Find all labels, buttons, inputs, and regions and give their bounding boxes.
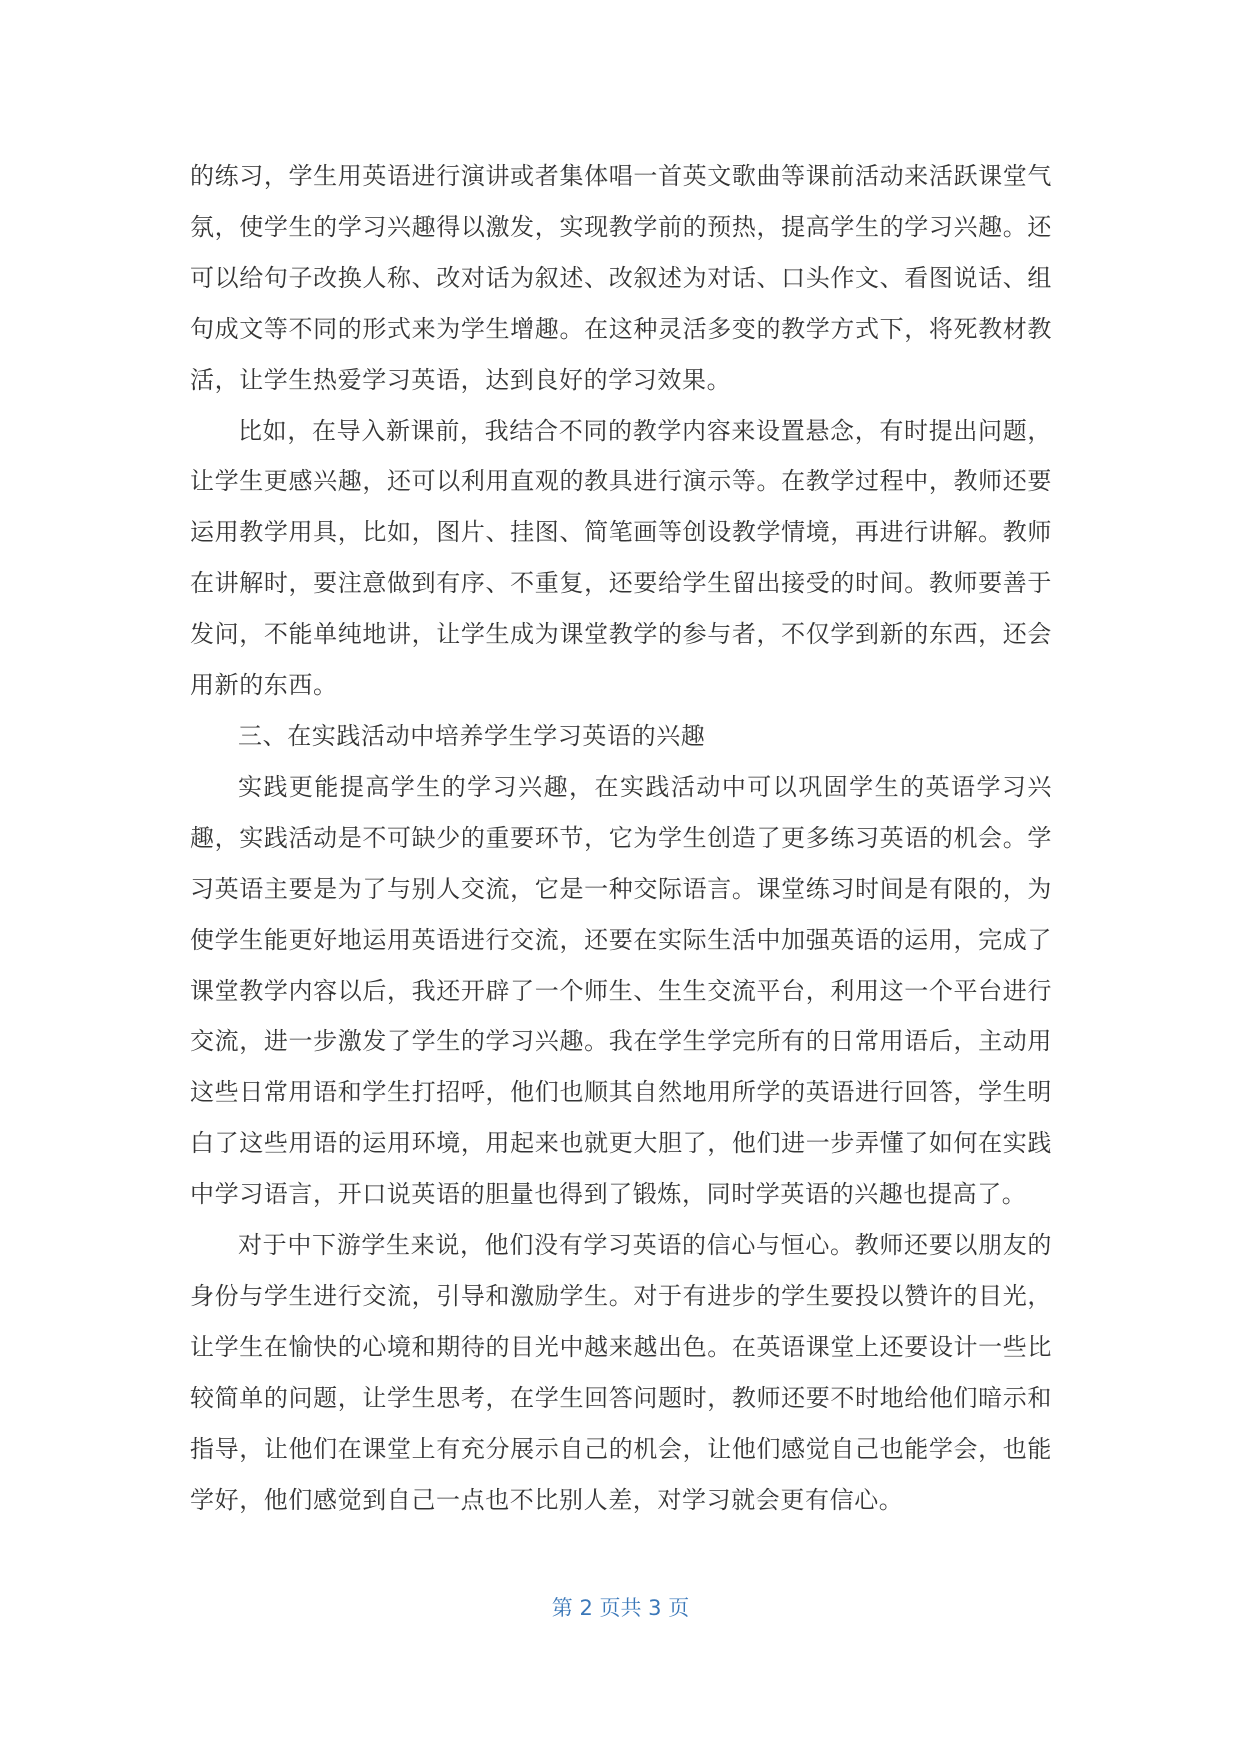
paragraph-1: 的练习，学生用英语进行演讲或者集体唱一首英文歌曲等课前活动来活跃课堂气氛，使学生的学习兴趣得以激发，实现教学前的预热，提高学生的学习兴趣。还可以给句子改换人称、改对话为叙述、改叙述为对话、口头作文、看图说话、组句成文等不同的形式来为学生增趣。在这种灵活多变的教学方式下，将死教材教活，让学生热爱学习英语，达到良好的学习效果。 <box>190 162 1052 394</box>
paragraph-4: 对于中下游学生来说，他们没有学习英语的信心与恒心。教师还要以朋友的身份与学生进行交流，引导和激励学生。对于有进步的学生要投以赞许的目光，让学生在愉快的心境和期待的目光中越来越出色。在英语课堂上还要设计一些比较简单的问题，让学生思考，在学生回答问题时，教师还要不时地给他们暗示和指导，让他们在课堂上有充分展示自己的机会，让他们感觉自己也能学会，也能学好，他们感觉到自己一点也不比别人差，对学习就会更有信心。 <box>190 1231 1052 1514</box>
page-number-footer: 第 2 页共 3 页 <box>551 1596 690 1620</box>
document-body <box>190 151 1052 1525</box>
paragraph-2: 比如，在导入新课前，我结合不同的教学内容来设置悬念，有时提出问题，让学生更感兴趣，还可以利用直观的教具进行演示等。在教学过程中，教师还要运用教学用具，比如，图片、挂图、简笔画等创设教学情境，再进行讲解。教师在讲解时，要注意做到有序、不重复，还要给学生留出接受的时间。教师要善于发问，不能单纯地讲，让学生成为课堂教学的参与者，不仅学到新的东西，还会用新的东西。 <box>190 416 1052 700</box>
section-heading: 三、在实践活动中培养学生学习英语的兴趣 <box>238 721 706 750</box>
paragraph-3: 实践更能提高学生的学习兴趣，在实践活动中可以巩固学生的英语学习兴趣，实践活动是不可缺少的重要环节，它为学生创造了更多练习英语的机会。学习英语主要是为了与别人交流，它是一种交际语言。课堂练习时间是有限的，为使学生能更好地运用英语进行交流，还要在实际生活中加强英语的运用，完成了课堂教学内容以后，我还开辟了一个师生、生生交流平台，利用这一个平台进行交流，进一步激发了学生的学习兴趣。我在学生学完所有的日常用语后，主动用这些日常用语和学生打招呼，他们也顺其自然地用所学的英语进行回答，学生明白了这些用语的运用环境，用起来也就更大胆了，他们进一步弄懂了如何在实践中学习语言，开口说英语的胆量也得到了锻炼，同时学英语的兴趣也提高了。 <box>190 772 1052 1209</box>
